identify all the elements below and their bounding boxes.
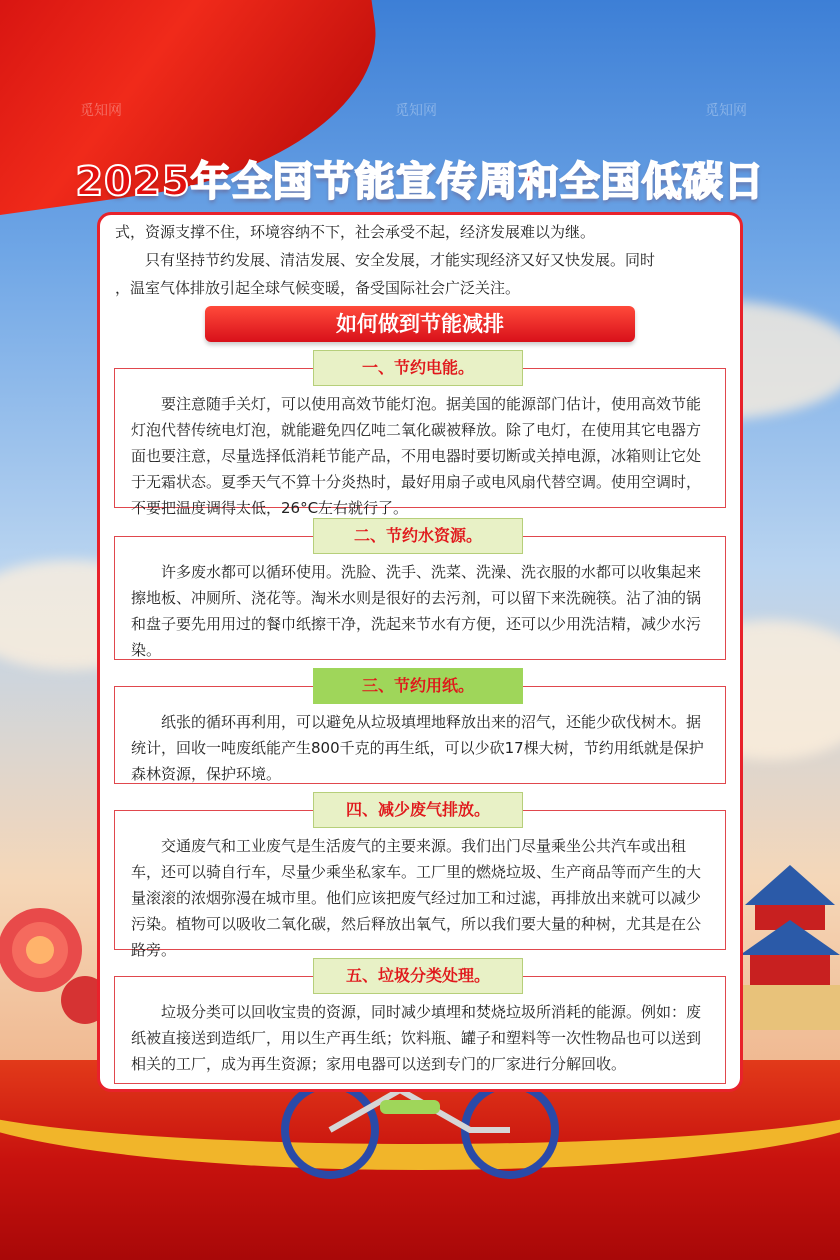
peony-flower-icon [0,890,110,1030]
watermark: 觅知网 [395,103,437,119]
section-body: 纸张的循环再利用，可以避免从垃圾填埋地释放出来的沼气，还能少砍伐树木。据统计，回收一吨废纸能产生800千克的再生纸，可以少砍17棵大树，节约用纸就是保护森林资源，保护环境。 [131,713,704,783]
intro-line: ，温室气体排放引起全球气候变暖，备受国际社会广泛关注。 [115,279,521,297]
section-heading: 一、节约电能。 [313,350,523,386]
section-body: 交通废气和工业废气是生活废气的主要来源。我们出门尽量乘坐公共汽车或出租车，还可以骑自行车，尽量少乘坐私家车。工厂里的燃烧垃圾、生产商品等而产生的大量滚滚的浓烟弥漫在城市里。他们应该把废气经过加工和过滤，再排放出来就可以减少污染。植物可以吸收二氧化碳，然后释放出氧气，所以我们要大量的种树，尤其是在公路旁。 [131,837,702,959]
section-body: 垃圾分类可以回收宝贵的资源，同时减少填埋和焚烧垃圾所消耗的能源。例如：废纸被直接送到造纸厂，用以生产再生纸；饮料瓶、罐子和塑料等一次性物品也可以送到相关的工厂，成为再生资源；家用电器可以送到专门的厂家进行分解回收。 [131,1003,702,1073]
section-body: 要注意随手关灯，可以使用高效节能灯泡。据美国的能源部门估计，使用高效节能灯泡代替传统电灯泡，就能避免四亿吨二氧化碳被释放。除了电灯，在使用其它电器方面也要注意，尽量选择低消耗节能产品，不用电器时要切断或关掉电源，冰箱则让它处于无霜状态。夏季天气不算十分炎热时，最好用扇子或电风扇代替空调。使用空调时，不要把温度调得太低，26°C左右就行了。 [131,395,702,517]
intro-line: 式，资源支撑不住，环境容纳不下，社会承受不起，经济发展难以为继。 [115,223,596,241]
watermark: 觅知网 [705,103,747,119]
section-heading: 二、节约水资源。 [313,518,523,554]
poster-title: 2025年全国节能宣传周和全国低碳日 [75,159,765,205]
section-banner: 如何做到节能减排 [205,306,635,342]
watermark: 觅知网 [80,103,122,119]
section-heading: 四、减少废气排放。 [313,792,523,828]
temple-of-heaven-icon [740,860,840,1030]
section-box [114,536,726,660]
section-heading: 三、节约用纸。 [313,668,523,704]
section-heading: 五、垃圾分类处理。 [313,958,523,994]
section-body: 许多废水都可以循环使用。洗脸、洗手、洗菜、洗澡、洗衣服的水都可以收集起来擦地板、冲厕所、浇花等。淘米水则是很好的去污剂，可以留下来洗碗筷。沾了油的锅和盘子要先用用过的餐巾纸擦干净，洗起来节水有方便，还可以少用洗洁精，减少水污染。 [131,563,702,659]
section-box [114,368,726,517]
intro-text [115,218,730,302]
intro-line: 只有坚持节约发展、清洁发展、安全发展，才能实现经济又好又快发展。同时 [145,251,656,269]
section-box [114,810,726,959]
